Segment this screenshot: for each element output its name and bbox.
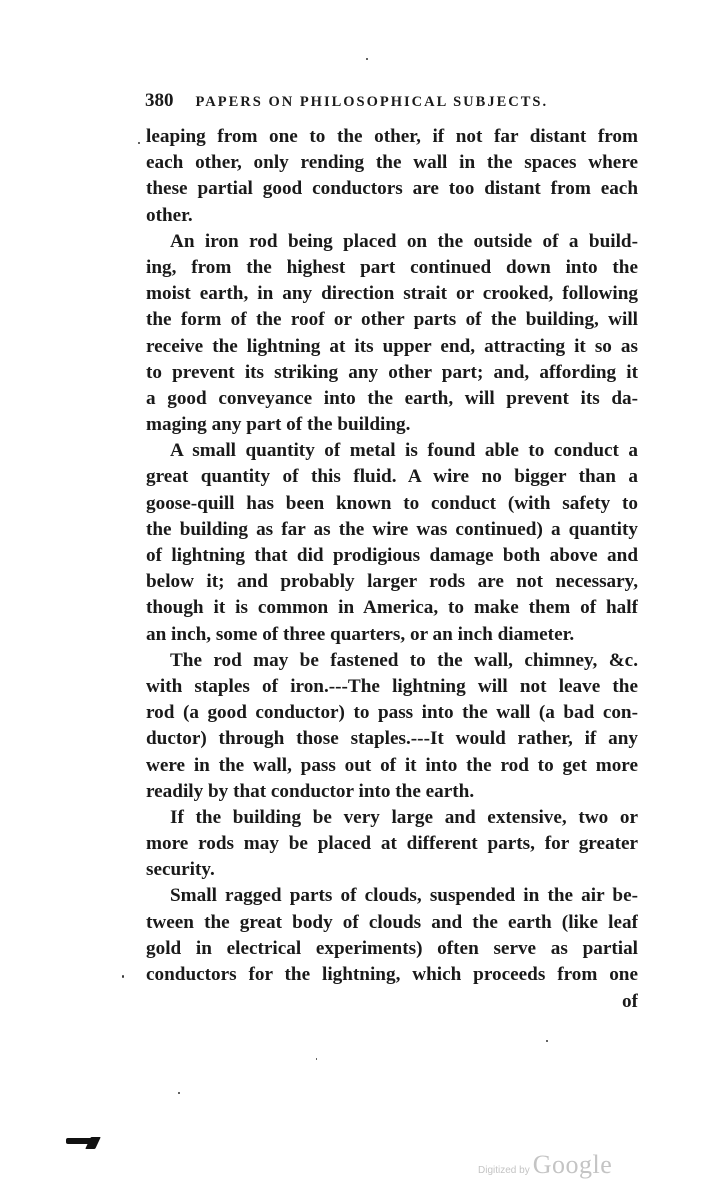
paragraph-start-line: Small ragged parts of clouds, suspended in the air be- <box>170 885 638 907</box>
text-line: to prevent its striking any other part; and, affording it <box>146 361 638 383</box>
running-title: PAPERS ON PHILOSOPHICAL SUBJECTS. <box>195 94 549 110</box>
text-line: were in the wall, pass out of it into the rod to get more <box>146 754 638 776</box>
text-line: each other, only rending the wall in the spaces where <box>146 152 638 174</box>
scan-speck <box>122 975 124 978</box>
text-line: maging any part of the building. <box>146 414 411 436</box>
text-line: more rods may be placed at different parts, for greater <box>146 833 638 855</box>
text-line: great quantity of this fluid. A wire no bigger than a <box>146 466 638 488</box>
paragraph-start-line: The rod may be fastened to the wall, chimney, &c. <box>170 649 638 671</box>
scan-speck <box>366 58 368 60</box>
page-number: 380 <box>145 90 174 111</box>
body-text <box>146 124 638 1015</box>
scan-speck <box>546 1040 548 1042</box>
text-line: leaping from one to the other, if not far distant from <box>146 126 638 147</box>
watermark-prefix: Digitized by <box>478 1165 530 1176</box>
text-line: though it is common in America, to make them of half <box>146 597 638 619</box>
text-line: ductor) through those staples.---It would rather, if any <box>146 728 638 750</box>
paragraph-start-line: If the building be very large and extensive, two or <box>170 806 638 828</box>
catchword: of <box>622 991 638 1013</box>
running-head <box>145 90 645 116</box>
text-line: the building as far as the wire was continued) a quantity <box>146 518 638 540</box>
text-line: conductors for the lightning, which proceeds from one <box>146 964 638 985</box>
text-line: the form of the roof or other parts of the building, will <box>146 309 638 331</box>
scan-speck <box>138 142 140 144</box>
text-line: rod (a good conductor) to pass into the wall (a bad con- <box>146 702 638 724</box>
scan-speck <box>316 1058 317 1060</box>
text-line: tween the great body of clouds and the earth (like leaf <box>146 911 638 933</box>
text-line: moist earth, in any direction strait or crooked, following <box>146 283 638 305</box>
text-line: other. <box>146 204 193 226</box>
paragraph-start-line: A small quantity of metal is found able to conduct a <box>170 440 638 462</box>
text-line: receive the lightning at its upper end, attracting it so as <box>146 335 638 357</box>
text-line: goose-quill has been known to conduct (with safety to <box>146 492 638 514</box>
text-line: an inch, some of three quarters, or an inch diameter. <box>146 623 575 645</box>
text-line: of lightning that did prodigious damage both above and <box>146 545 638 566</box>
text-line: ing, from the highest part continued down into the <box>146 256 638 278</box>
text-line: with staples of iron.---The lightning will not leave the <box>146 675 638 697</box>
text-line: gold in electrical experiments) often serve as partial <box>146 937 638 959</box>
google-logo: Google <box>532 1150 613 1179</box>
text-line: security. <box>146 859 215 881</box>
text-line: readily by that conductor into the earth. <box>146 780 475 802</box>
digitized-watermark <box>478 1150 612 1180</box>
paragraph-start-line: An iron rod being placed on the outside of a build- <box>170 230 638 252</box>
text-line: these partial good conductors are too distant from each <box>146 178 638 200</box>
text-line: below it; and probably larger rods are not necessary, <box>146 571 638 593</box>
text-line: a good conveyance into the earth, will prevent its da- <box>146 387 638 409</box>
scan-speck <box>178 1092 180 1094</box>
